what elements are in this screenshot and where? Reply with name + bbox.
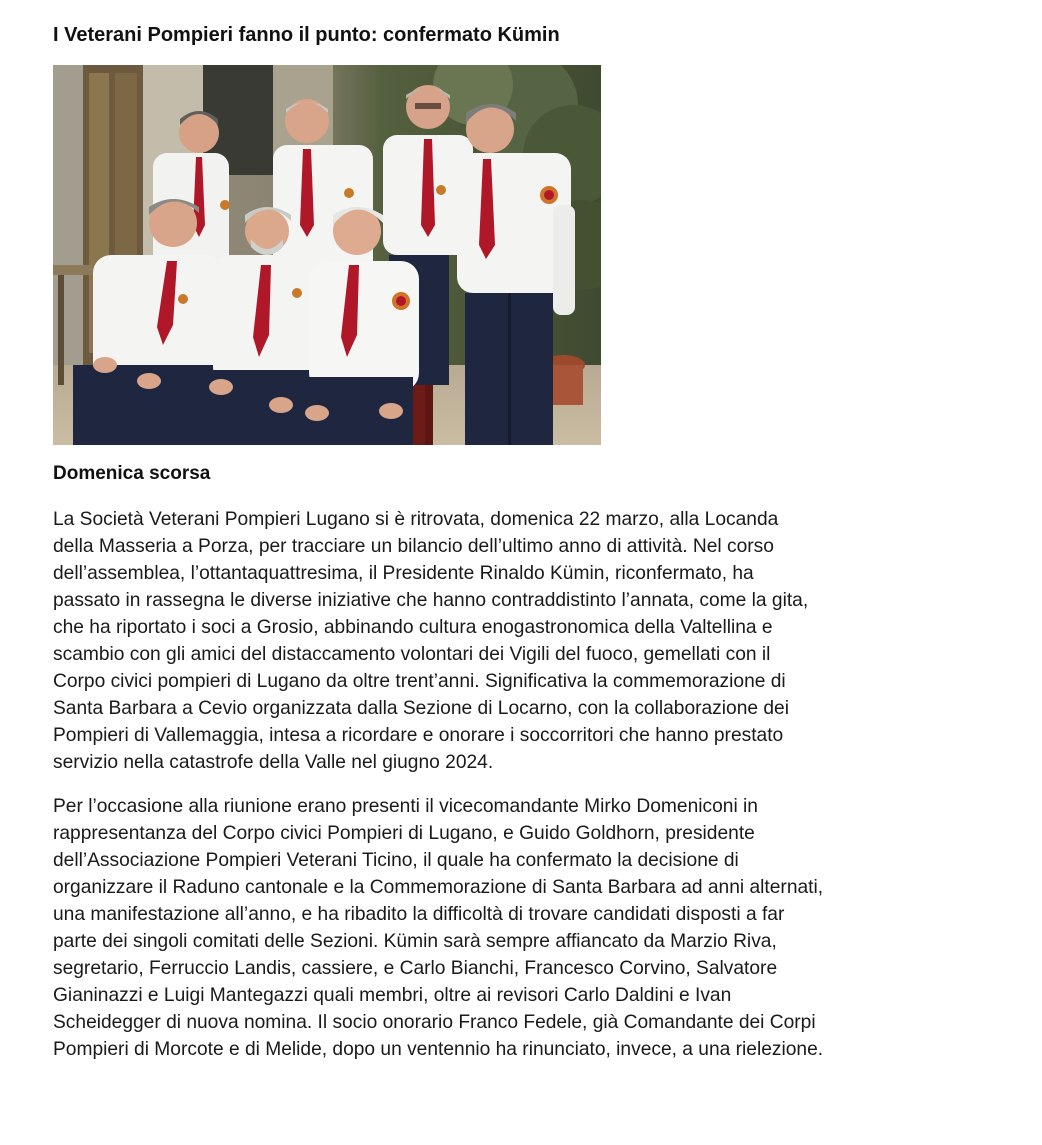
paragraph-line: parte dei singoli comitati delle Sezioni. Kümin sarà sempre affiancato da Marzio Riva,: [53, 931, 777, 952]
article-headline: I Veterani Pompieri fanno il punto: confermato Kümin: [53, 24, 560, 46]
paragraph-line: che ha riportato i soci a Grosio, abbinando cultura enogastronomica della Valtellina e: [53, 617, 773, 638]
group-photo-illustration: [53, 65, 601, 445]
paragraph-line: passato in rassegna le diverse iniziative che hanno contraddistinto l’annata, come la gita,: [53, 590, 809, 611]
article-paragraph-1: [53, 506, 1013, 776]
article: [53, 18, 1013, 1063]
paragraph-line: organizzare il Raduno cantonale e la Commemorazione di Santa Barbara ad anni alternati,: [53, 877, 824, 898]
paragraph-line: Corpo civici pompieri di Lugano da oltre trent’anni. Significativa la commemorazione di: [53, 671, 786, 692]
paragraph-line: Gianinazzi e Luigi Mantegazzi quali membri, oltre ai revisori Carlo Daldini e Ivan: [53, 985, 732, 1006]
paragraph-line: dell’assemblea, l’ottantaquattresima, il Presidente Rinaldo Kümin, riconfermato, ha: [53, 563, 754, 584]
paragraph-line: Scheidegger di nuova nomina. Il socio onorario Franco Fedele, già Comandante dei Corpi: [53, 1012, 816, 1033]
paragraph-line: rappresentanza del Corpo civici Pompieri di Lugano, e Guido Goldhorn, presidente: [53, 823, 755, 844]
paragraph-line: segretario, Ferruccio Landis, cassiere, e Carlo Bianchi, Francesco Corvino, Salvatore: [53, 958, 778, 979]
paragraph-line: Pompieri di Vallemaggia, intesa a ricordare e onorare i soccorritori che hanno prestato: [53, 725, 784, 746]
paragraph-line: dell’Associazione Pompieri Veterani Ticino, il quale ha confermato la decisione di: [53, 850, 739, 871]
paragraph-line: della Masseria a Porza, per tracciare un bilancio dell’ultimo anno di attività. Nel corso: [53, 536, 774, 557]
paragraph-line: Pompieri di Morcote e di Melide, dopo un ventennio ha rinunciato, invece, a una rielezione.: [53, 1039, 824, 1060]
paragraph-line: scambio con gli amici del distaccamento volontari dei Vigili del fuoco, gemellati con il: [53, 644, 771, 665]
article-subheading: Domenica scorsa: [53, 463, 211, 484]
paragraph-line: una manifestazione all’anno, e ha ribadito la difficoltà di trovare candidati disposti a far: [53, 904, 785, 925]
paragraph-line: servizio nella catastrofe della Valle nel giugno 2024.: [53, 752, 494, 773]
paragraph-line: Santa Barbara a Cevio organizzata dalla Sezione di Locarno, con la collaborazione dei: [53, 698, 789, 719]
paragraph-line: Per l’occasione alla riunione erano presenti il vicecomandante Mirko Domeniconi in: [53, 796, 758, 817]
paragraph-line: La Società Veterani Pompieri Lugano si è ritrovata, domenica 22 marzo, alla Locanda: [53, 509, 779, 530]
article-photo: [53, 65, 601, 445]
article-paragraph-2: [53, 793, 1013, 1063]
